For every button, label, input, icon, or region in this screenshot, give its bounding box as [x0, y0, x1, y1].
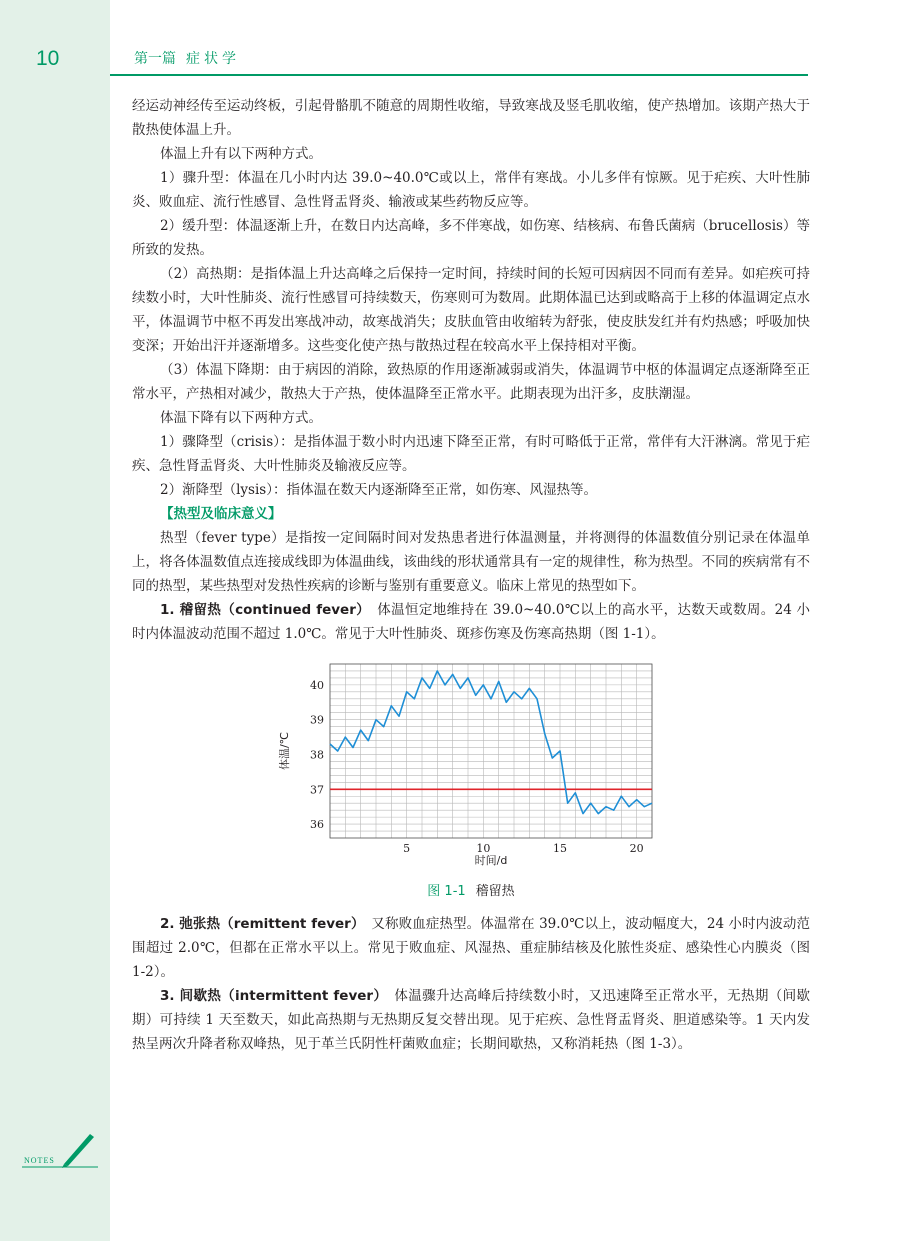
x-tick-label: 10 — [476, 842, 491, 855]
y-axis-label: 体温/℃ — [278, 731, 291, 771]
item-text: 体温恒定地维持在 39.0~40.0℃以上的高水平，达数天或数周。24 小时内体温波动范围不超过 1.0℃。常见于大叶性肺炎、斑疹伤寒及伤寒高热期（图 1-1）。 — [132, 602, 810, 642]
fever-type-item — [132, 912, 810, 984]
paragraph: 体温下降有以下两种方式。 — [160, 410, 322, 426]
left-margin-band — [0, 0, 110, 1241]
paragraph: 热型（fever type）是指按一定间隔时间对发热患者进行体温测量，并将测得的体温数值分别记录在体温单上，将各体温数值点连接成线即为体温曲线，该曲线的形状通常具有一定的规律性，称为热型。不同的疾病常有不同的热型，某些热型对发热性疾病的诊断与鉴别有重要意义。临床上常见的热型如下。 — [132, 530, 810, 594]
figure-number: 图 1-1 — [427, 884, 466, 899]
section-title: 症状学 — [186, 51, 240, 67]
x-tick-label: 5 — [403, 842, 411, 855]
fever-type-item — [132, 984, 810, 1056]
item-term: 1. 稽留热（continued fever） — [160, 602, 371, 618]
paragraph: 1）骤升型：体温在几小时内达 39.0~40.0℃或以上，常伴有寒战。小儿多伴有惊厥。见于疟疾、大叶性肺炎、败血症、流行性感冒、急性肾盂肾炎、输液或某些药物反应等。 — [132, 170, 810, 210]
plot-frame — [330, 664, 652, 838]
item-text: 体温骤升达高峰后持续数小时，又迅速降至正常水平，无热期（间歇期）可持续 1 天至数天，如此高热期与无热期反复交替出现。见于疟疾、急性肾盂肾炎、胆道感染等。1 天内发热呈两次升降者称双峰热，见于革兰氏阴性杆菌败血症；长期间歇热，又称消耗热（图 1-3）。 — [132, 988, 810, 1052]
y-tick-label: 40 — [310, 678, 324, 692]
figure-caption — [132, 880, 810, 904]
paragraph: （2）高热期：是指体温上升达高峰之后保持一定时间，持续时间的长短可因病因不同而有差异。如疟疾可持续数小时，大叶性肺炎、流行性感冒可持续数天，伤寒则可为数周。此期体温已达到或略高于上移的体温调定点水平，体温调节中枢不再发出寒战冲动，故寒战消失；皮肤血管由收缩转为舒张，使皮肤发红并有灼热感；呼吸加快变深；开始出汗并逐渐增多。这些变化使产热与散热过程在较高水平上保持相对平衡。 — [132, 266, 810, 354]
paragraph: 1）骤降型（crisis）：是指体温于数小时内迅速下降至正常，有时可略低于正常，常伴有大汗淋漓。常见于疟疾、急性肾盂肾炎、大叶性肺炎及输液反应等。 — [132, 434, 810, 474]
section-heading-text: 【热型及临床意义】 — [160, 506, 282, 522]
y-tick-label: 38 — [310, 748, 324, 762]
running-header — [134, 52, 240, 66]
temperature-curve — [330, 671, 652, 814]
x-tick-label: 15 — [553, 842, 567, 855]
x-tick-label: 20 — [629, 842, 644, 855]
y-tick-label: 36 — [310, 818, 324, 832]
figure-title: 稽留热 — [475, 884, 515, 899]
fever-type-item — [132, 598, 810, 646]
paragraph: （3）体温下降期：由于病因的消除，致热原的作用逐渐减弱或消失，体温调节中枢的体温调定点逐渐降至正常水平，产热相对减少，散热大于产热，使体温降至正常水平。此期表现为出汗多，皮肤潮湿。 — [132, 362, 810, 402]
paragraph: 2）渐降型（lysis）：指体温在数天内逐渐降至正常，如伤寒、风湿热等。 — [160, 482, 597, 498]
item-term: 3. 间歇热（intermittent fever） — [160, 988, 388, 1004]
notes-label: NOTES — [24, 1156, 55, 1165]
paragraph: 2）缓升型：体温逐渐上升，在数日内达高峰，多不伴寒战，如伤寒、结核病、布鲁氏菌病（brucellosis）等所致的发热。 — [132, 218, 810, 258]
section-heading — [132, 502, 810, 526]
notes-badge — [20, 1128, 100, 1168]
y-tick-label: 39 — [310, 713, 324, 727]
page-number: 10 — [36, 47, 60, 70]
figure — [132, 656, 810, 906]
paragraph: 体温上升有以下两种方式。 — [160, 146, 322, 162]
temperature-chart — [270, 656, 670, 866]
header-rule — [110, 74, 808, 76]
x-axis-label: 时间/d — [474, 854, 508, 866]
y-tick-label: 37 — [310, 783, 324, 797]
body-text — [132, 94, 810, 1056]
paragraph: 经运动神经传至运动终板，引起骨骼肌不随意的周期性收缩，导致寒战及竖毛肌收缩，使产热增加。该期产热大于散热使体温上升。 — [132, 98, 810, 138]
item-term: 2. 弛张热（remittent fever） — [160, 916, 365, 932]
part-title: 第一篇 — [134, 51, 176, 67]
item-text: 又称败血症热型。体温常在 39.0℃以上，波动幅度大，24 小时内波动范围超过 2.0℃，但都在正常水平以上。常见于败血症、风湿热、重症肺结核及化脓性炎症、感染性心内膜炎（图 1-2）。 — [132, 916, 810, 980]
